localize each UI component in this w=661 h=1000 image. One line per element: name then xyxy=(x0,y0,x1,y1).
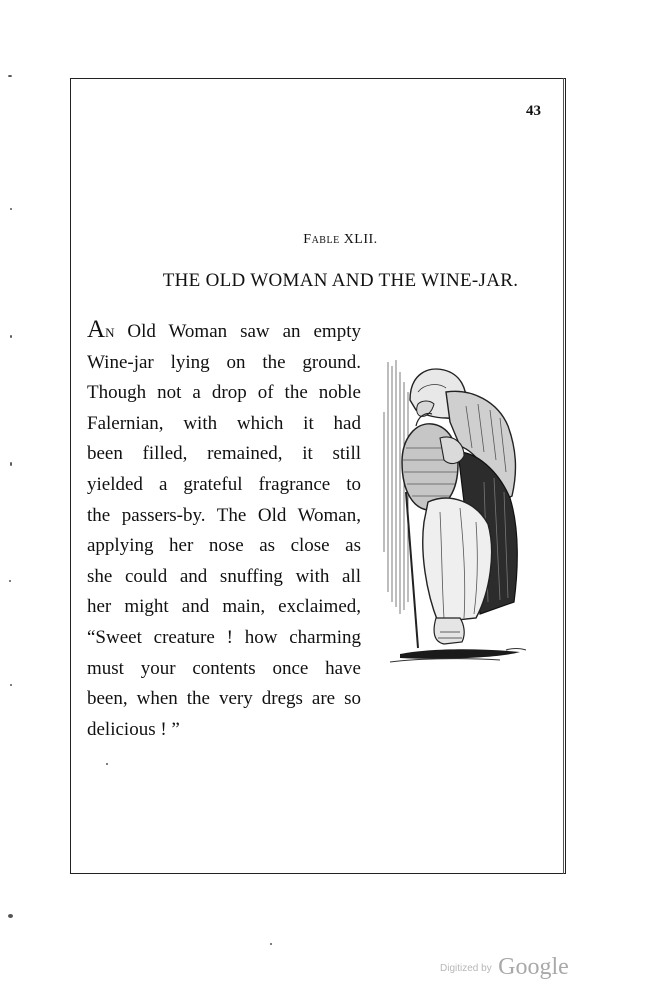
fable-line: Wine-jar lying on the ground. xyxy=(87,351,361,373)
scan-speck xyxy=(270,943,272,945)
scan-speck xyxy=(106,763,108,765)
fable-title: THE OLD WOMAN AND THE WINE-JAR. xyxy=(162,270,519,291)
old-woman-wine-jar-illustration xyxy=(380,352,535,670)
fable-line: “Sweet creature ! how charming xyxy=(87,626,361,648)
google-logo-text: Google xyxy=(498,954,569,980)
fable-line-first xyxy=(87,317,361,348)
first-line-rest: Old Woman saw an empty xyxy=(114,321,361,342)
scan-speck xyxy=(10,462,12,466)
page-number: 43 xyxy=(526,103,541,119)
fable-line: she could and snuffing with all xyxy=(87,565,361,587)
fable-line: the passers-by. The Old Woman, xyxy=(87,504,361,526)
watermark-prefix: Digitized by xyxy=(440,963,492,974)
fable-line: applying her nose as close as xyxy=(87,535,361,557)
ground-shadow xyxy=(390,649,526,663)
dropcap: A xyxy=(87,316,106,343)
scan-speck xyxy=(10,208,12,210)
fable-line: been, when the very dregs are so xyxy=(87,688,361,710)
fable-line-last: delicious ! ” xyxy=(87,718,180,740)
fable-text xyxy=(87,317,361,745)
fable-line: must your contents once have xyxy=(87,657,361,679)
fable-line: her might and main, exclaimed, xyxy=(87,596,361,618)
fable-number: Fable XLII. xyxy=(303,232,378,247)
old-woman-figure xyxy=(402,369,517,644)
fable-line: been filled, remained, it still xyxy=(87,443,361,465)
fable-line: Falernian, with which it had xyxy=(87,412,361,434)
scan-speck xyxy=(9,580,11,582)
dropcap-rest: n xyxy=(105,321,115,342)
background-hatching xyxy=(384,360,408,614)
scan-speck xyxy=(10,684,12,686)
fable-line: yielded a grateful fragrance to xyxy=(87,473,361,495)
page-frame-inner-rule xyxy=(563,78,567,874)
fable-line: Though not a drop of the noble xyxy=(87,382,361,404)
digitized-by-google-watermark xyxy=(440,954,569,981)
scan-speck xyxy=(10,335,12,338)
scan-speck xyxy=(8,914,13,918)
scan-speck xyxy=(8,75,12,77)
